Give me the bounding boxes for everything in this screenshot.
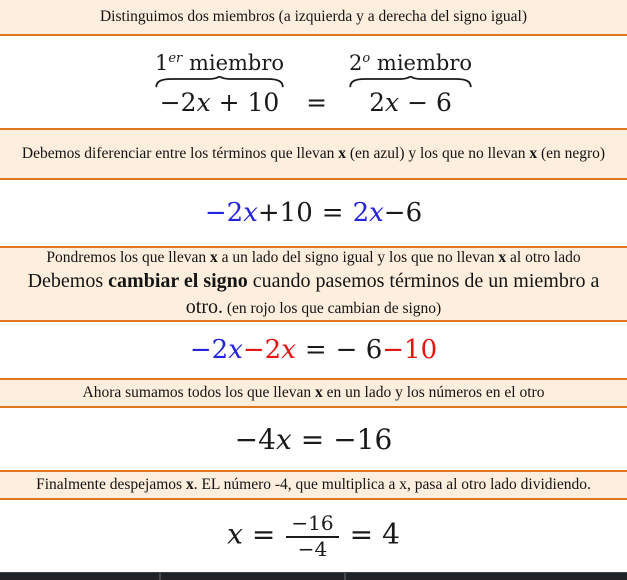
step-1-banner xyxy=(0,0,627,36)
constant-term: + 10 xyxy=(210,87,280,117)
first-member-label xyxy=(155,47,284,75)
moved-x-term: −2 xyxy=(242,335,282,365)
fraction xyxy=(286,511,338,561)
constant-term: − 6 xyxy=(399,87,452,117)
step-2-math-section xyxy=(0,180,627,246)
fraction-denominator: −4 xyxy=(297,537,328,561)
equation-members-display xyxy=(155,47,472,118)
label-ordinal-suffix: o xyxy=(362,50,371,66)
step-5-instruction: Finalmente despejamos x. EL número -4, que multiplica a x, pasa al otro lado dividiendo. xyxy=(36,476,591,493)
step-4-math-section xyxy=(0,408,627,470)
variable-x: x xyxy=(281,335,296,365)
step-3-instruction-line1: Pondremos los que llevan x a un lado del signo igual y los que no llevan x al otro lado xyxy=(46,249,581,266)
equals-sign: = xyxy=(300,422,325,456)
cutoff-table-top-edge xyxy=(0,572,627,580)
second-member-label xyxy=(349,47,472,75)
step-1-instruction: Distinguimos dos miembros (a izquierda y a derecha del signo igual) xyxy=(99,8,527,25)
step-3-banner xyxy=(0,246,627,322)
first-member-group xyxy=(155,47,284,118)
variable-x: x xyxy=(385,87,400,117)
label-number: 1 xyxy=(154,50,169,75)
red-note: (en rojo los que cambian de signo) xyxy=(222,300,442,317)
x-term: 2 xyxy=(352,198,370,228)
constant-term: −6 xyxy=(383,198,423,228)
equals-sign: = xyxy=(349,517,374,551)
second-member-expression xyxy=(369,88,452,118)
label-number: 2 xyxy=(349,50,363,75)
step-3-instruction-line2: Debemos cambiar el signo cuando pasemos términos de un miembro a otro. (en rojo los que cambian de signo) xyxy=(27,270,600,318)
variable-x: x xyxy=(275,422,292,456)
variable-x: x xyxy=(227,517,243,551)
bold-change-sign: cambiar el signo xyxy=(108,270,248,292)
variable-x: x xyxy=(369,198,384,228)
variable-x: x xyxy=(196,87,211,117)
coefficient: 2 xyxy=(369,87,386,117)
moved-constant-term: −10 xyxy=(382,335,438,365)
x-term: −2 xyxy=(189,335,229,365)
bold-x: x xyxy=(185,476,194,493)
bold-x: x xyxy=(529,145,538,162)
label-word: miembro xyxy=(370,50,473,75)
x-term: −2 xyxy=(204,198,244,228)
fraction-numerator: −16 xyxy=(286,511,338,538)
step-3-math-section xyxy=(0,322,627,378)
step-1-math-section xyxy=(0,36,627,128)
equals-sign: = xyxy=(304,335,327,365)
step-5-math-section xyxy=(0,500,627,572)
equals-sign: = xyxy=(321,198,344,228)
bold-x: x xyxy=(209,249,218,266)
equation-colored-terms xyxy=(205,198,422,228)
label-ordinal-suffix: er xyxy=(168,50,183,66)
constant-term: −16 xyxy=(333,422,393,456)
solution-value: 4 xyxy=(382,517,400,551)
constant-term: +10 xyxy=(257,198,313,228)
equation-solution xyxy=(227,511,400,561)
coefficient: −2 xyxy=(159,87,197,117)
step-2-banner xyxy=(0,128,627,180)
second-member-group xyxy=(349,47,472,118)
coefficient: −4 xyxy=(234,422,276,456)
overbrace-icon xyxy=(349,76,472,88)
constant-term: − 6 xyxy=(335,335,383,365)
step-4-instruction: Ahora sumamos todos los que llevan x en un lado y los números en el otro xyxy=(82,384,545,401)
step-2-instruction: Debemos diferenciar entre los términos que llevan x (en azul) y los que no llevan x (en negro) xyxy=(21,145,606,162)
equation-simplified xyxy=(235,423,393,456)
first-member-expression xyxy=(160,88,280,118)
equation-moved-terms xyxy=(190,335,437,365)
variable-x: x xyxy=(243,198,258,228)
step-4-banner xyxy=(0,378,627,408)
equals-sign: = xyxy=(306,87,328,117)
bold-x: x xyxy=(498,249,507,266)
table-column-divider xyxy=(344,573,346,580)
equals-sign: = xyxy=(251,517,276,551)
label-word: miembro xyxy=(182,50,285,75)
bold-x: x xyxy=(338,145,346,162)
bold-x: x xyxy=(315,384,323,401)
variable-x: x xyxy=(228,335,243,365)
step-5-banner xyxy=(0,470,627,500)
overbrace-icon xyxy=(155,76,284,88)
table-column-divider xyxy=(159,573,161,580)
